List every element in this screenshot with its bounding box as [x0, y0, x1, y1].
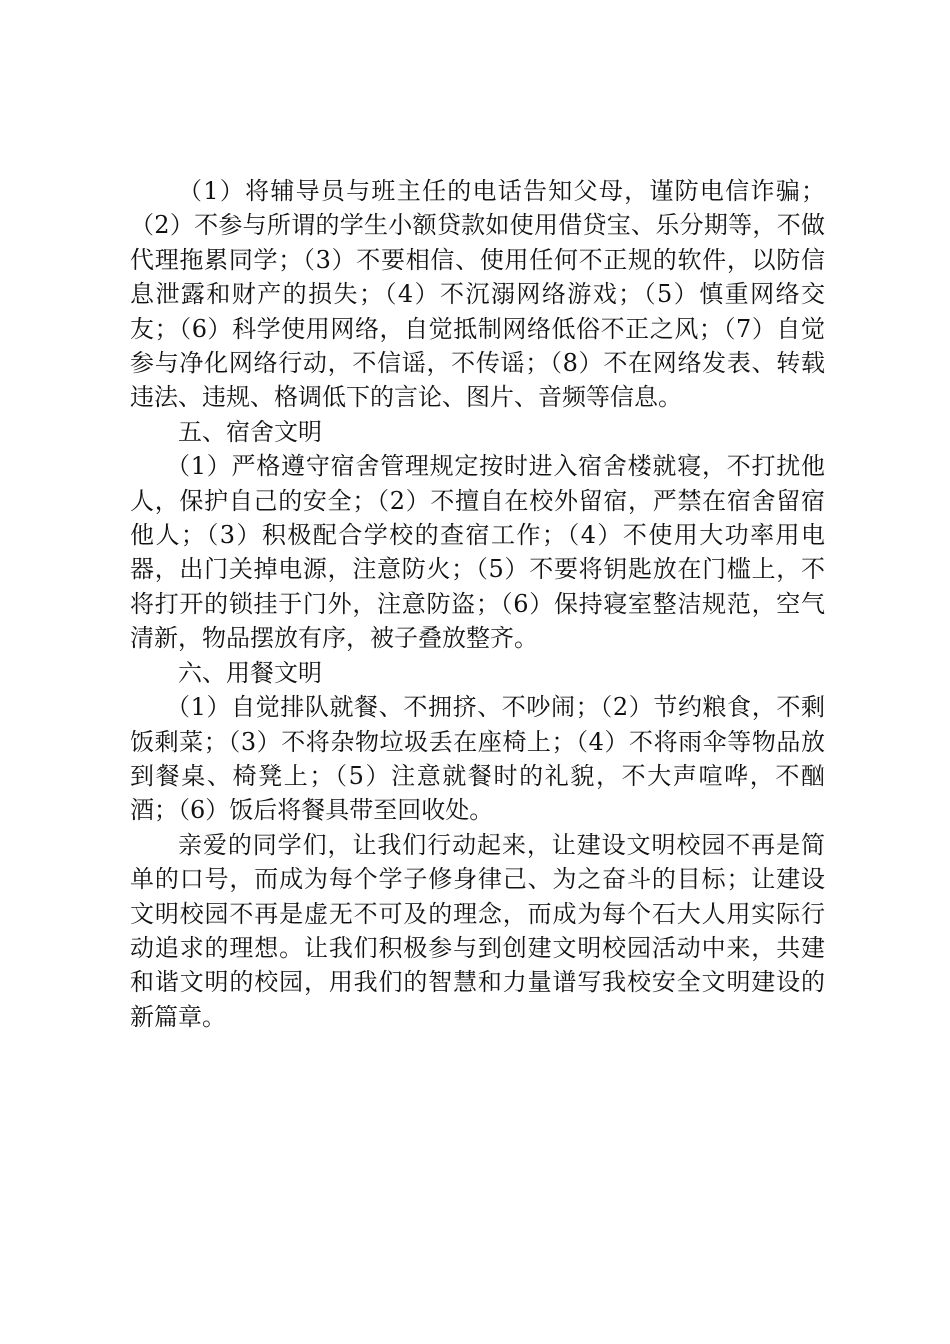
paragraph-dormitory: （1）严格遵守宿舍管理规定按时进入宿舍楼就寝，不打扰他人，保护自己的安全；（2）不擅自在校外留宿，严禁在宿舍留宿他人；（3）积极配合学校的查宿工作；（4）不使用大功率用电器，出门关掉电源，注意防火；（5）不要将钥匙放在门槛上，不将打开的锁挂于门外，注意防盗；（6）保持寝室整洁规范，空气清新，物品摆放有序，被子叠放整齐。: [130, 452, 825, 653]
document-body: [130, 174, 825, 1034]
paragraph-dining: （1）自觉排队就餐、不拥挤、不吵闹；（2）节约粮食，不剩饭剩菜；（3）不将杂物垃圾丢在座椅上；（4）不将雨伞等物品放到餐桌、椅凳上；（5）注意就餐时的礼貌，不大声喧哗，不酗酒；（6）饭后将餐具带至回收处。: [130, 693, 825, 825]
paragraph-closing: 亲爱的同学们，让我们行动起来，让建设文明校园不再是简单的口号，而成为每个学子修身律己、为之奋斗的目标；让建设文明校园不再是虚无不可及的理念，而成为每个石大人用实际行动追求的理想。让我们积极参与到创建文明校园活动中来，共建和谐文明的校园，用我们的智慧和力量谱写我校安全文明建设的新篇章。: [130, 830, 825, 1031]
section-heading-dormitory: 五、宿舍文明: [178, 417, 322, 446]
paragraph-network-safety: （1）将辅导员与班主任的电话告知父母，谨防电信诈骗；（2）不参与所谓的学生小额贷款如使用借贷宝、乐分期等，不做代理拖累同学；（3）不要相信、使用任何不正规的软件，以防信息泄露和财产的损失；（4）不沉溺网络游戏；（5）慎重网络交友；（6）科学使用网络，自觉抵制网络低俗不正之风；（7）自觉参与净化网络行动，不信谣，不传谣；（8）不在网络发表、转载违法、违规、格调低下的言论、图片、音频等信息。: [130, 177, 825, 412]
section-heading-dining: 六、用餐文明: [178, 658, 322, 687]
